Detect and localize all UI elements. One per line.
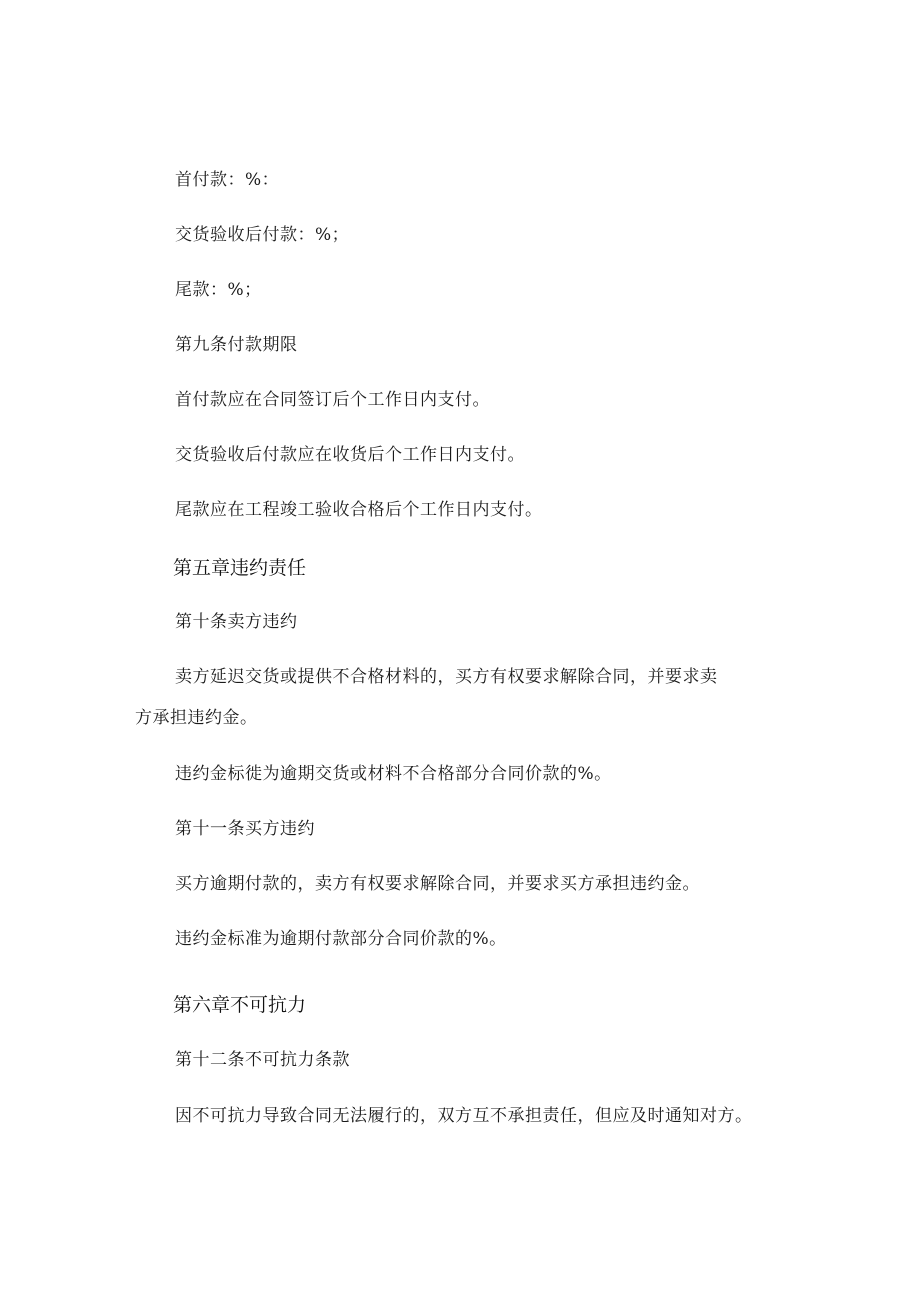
article-12-title: 第十二条不可抗力条款	[175, 1050, 350, 1070]
down-payment-term: 首付款应在合同签订后个工作日内支付。	[175, 390, 490, 410]
article-10-paragraph-1-line-1: 卖方延迟交货或提供不合格材料的，买方有权要求解除合同，并要求卖	[175, 667, 718, 687]
article-9-title: 第九条付款期限	[175, 335, 298, 355]
acceptance-payment-term: 交货验收后付款应在收货后个工作日内支付。	[175, 445, 525, 465]
final-payment-term: 尾款应在工程竣工验收合格后个工作日内支付。	[175, 500, 543, 520]
article-11-title: 第十一条买方违约	[175, 819, 315, 839]
chapter-6-heading: 第六章不可抗力	[173, 994, 307, 1016]
article-11-paragraph-1: 买方逾期付款的，卖方有权要求解除合同，并要求买方承担违约金。	[175, 874, 700, 894]
article-12-paragraph-1: 因不可抗力导致合同无法履行的，双方互不承担责任，但应及时通知对方。	[175, 1106, 753, 1126]
article-11-paragraph-2: 违约金标准为逾期付款部分合同价款的%。	[175, 929, 507, 949]
article-10-paragraph-1-line-2: 方承担违约金。	[135, 708, 258, 728]
article-10-paragraph-2: 违约金标徙为逾期交货或材料不合格部分合同价款的%。	[175, 764, 612, 784]
acceptance-payment-line: 交货验收后付款：%；	[175, 225, 350, 245]
down-payment-line: 首付款：%：	[175, 170, 280, 190]
chapter-5-heading: 第五章违约责任	[173, 557, 307, 579]
final-payment-line: 尾款：%；	[175, 280, 262, 300]
article-10-title: 第十条卖方违约	[175, 612, 298, 632]
